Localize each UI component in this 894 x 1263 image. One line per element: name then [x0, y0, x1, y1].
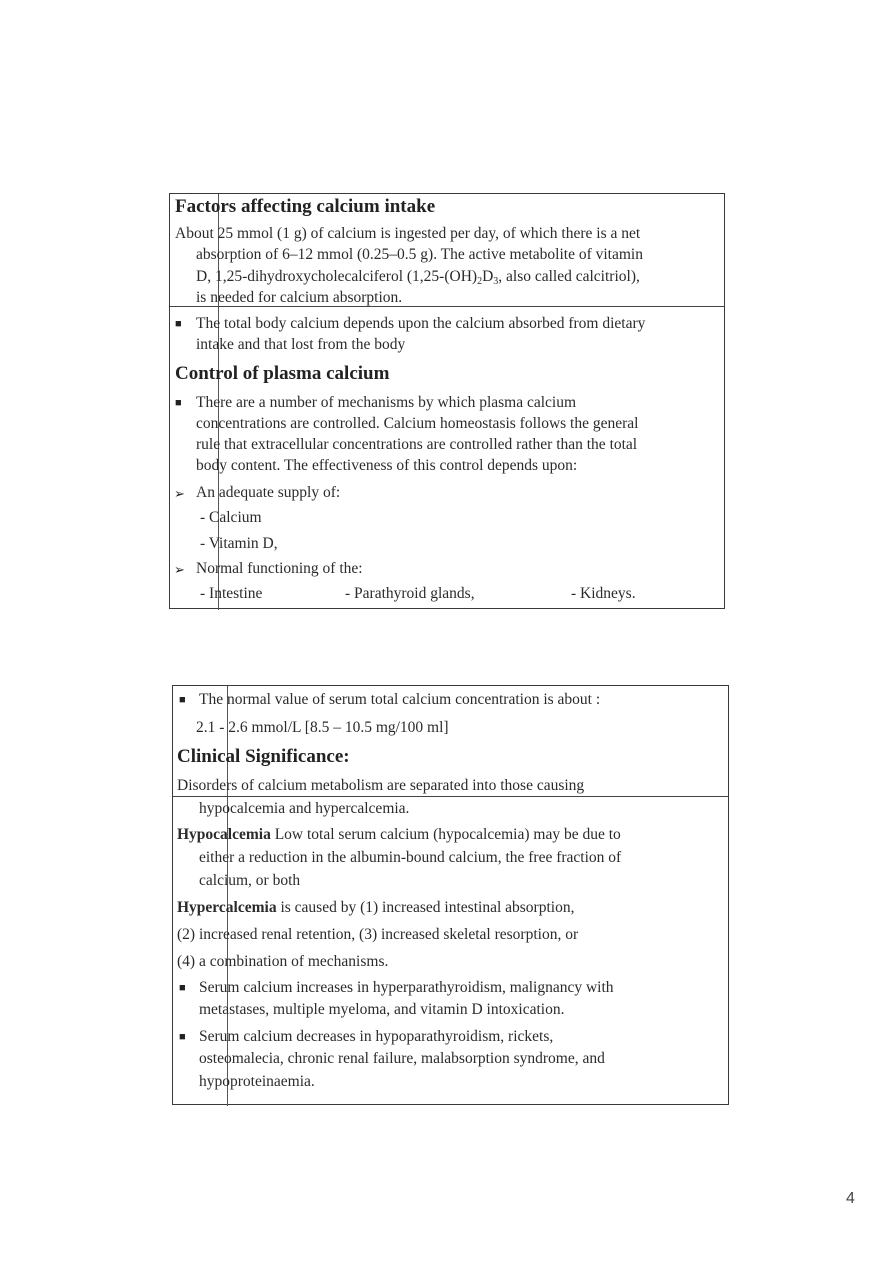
hypocalcemia-line-1-text: Low total serum calcium (hypocalcemia) may be due to	[270, 826, 621, 843]
bullet2-line-1: There are a number of mechanisms by which plasma calcium	[196, 394, 577, 411]
bullet1-line-2: intake and that lost from the body	[196, 336, 406, 353]
subscript-3: 3	[493, 276, 499, 287]
section-divider	[170, 306, 724, 307]
hypocalcemia-line-3: calcium, or both	[199, 872, 301, 889]
hypocalcemia-line-2: either a reduction in the albumin-bound calcium, the free fraction of	[199, 849, 622, 866]
bullet-marker: ■	[175, 318, 182, 330]
bullet-marker: ■	[175, 397, 182, 409]
slide-factors-calcium-intake	[169, 193, 725, 609]
subscript-2: 2	[477, 276, 483, 287]
hypercalcemia-line-1-text: is caused by (1) increased intestinal absorption,	[276, 899, 575, 916]
hypercalcemia-line-1	[177, 897, 574, 918]
page-number: 4	[846, 1190, 855, 1207]
hypercalcemia-line-3: (4) a combination of mechanisms.	[177, 953, 389, 970]
intro-line-2: absorption of 6–12 mmol (0.25–0.5 g). The active metabolite of vitamin	[196, 246, 643, 263]
bullet2-line-2: concentrations are controlled. Calcium homeostasis follows the general	[196, 415, 639, 432]
bullet2-line-4: body content. The effectiveness of this control depends upon:	[196, 457, 578, 474]
bullet-marker: ■	[179, 1031, 186, 1043]
hypocalcemia-line-1	[177, 824, 621, 845]
intro-line-3-text-end: , also called calcitriol),	[498, 268, 640, 285]
bullet1-line-1: The total body calcium depends upon the calcium absorbed from dietary	[196, 315, 646, 332]
intro-line-4: is needed for calcium absorption.	[196, 289, 403, 306]
decreases-line-3: hypoproteinaemia.	[199, 1073, 315, 1090]
increases-line-2: metastases, multiple myeloma, and vitamin D intoxication.	[199, 1001, 565, 1018]
slide-clinical-significance	[172, 685, 729, 1105]
arrow-marker: ➢	[174, 486, 185, 501]
increases-line-1: Serum calcium increases in hyperparathyroidism, malignancy with	[199, 979, 614, 996]
hypercalcemia-line-2: (2) increased renal retention, (3) increased skeletal resorption, or	[177, 926, 579, 943]
intro-line-3-text: D, 1,25-dihydroxycholecalciferol (1,25-(OH)	[196, 268, 478, 285]
decreases-line-1: Serum calcium decreases in hypoparathyroidism, rickets,	[199, 1028, 554, 1045]
supply-item-calcium: - Calcium	[200, 509, 262, 526]
section-divider	[173, 796, 728, 797]
functioning-item-kidneys: - Kidneys.	[571, 585, 636, 602]
bullet2-line-3: rule that extracellular concentrations are controlled rather than the total	[196, 436, 638, 453]
arrow-adequate-supply: An adequate supply of:	[196, 484, 341, 501]
disorders-line-1: Disorders of calcium metabolism are separated into those causing	[177, 777, 585, 794]
arrow-normal-functioning: Normal functioning of the:	[196, 560, 363, 577]
heading-factors-calcium-intake: Factors affecting calcium intake	[175, 196, 436, 217]
decreases-line-2: osteomalecia, chronic renal failure, malabsorption syndrome, and	[199, 1050, 605, 1067]
bullet-marker: ■	[179, 982, 186, 994]
normal-value-line-1: The normal value of serum total calcium concentration is about :	[199, 691, 601, 708]
supply-item-vitamin-d: - Vitamin D,	[200, 535, 278, 552]
heading-control-plasma-calcium: Control of plasma calcium	[175, 363, 390, 384]
normal-value-line-2: 2.1 - 2.6 mmol/L [8.5 – 10.5 mg/100 ml]	[196, 719, 449, 736]
intro-line-3-text-d: D	[482, 268, 494, 285]
hypocalcemia-term: Hypocalcemia	[177, 826, 271, 843]
arrow-marker: ➢	[174, 562, 185, 577]
heading-clinical-significance: Clinical Significance:	[177, 746, 350, 767]
intro-line-1: About 25 mmol (1 g) of calcium is ingested per day, of which there is a net	[175, 225, 641, 242]
disorders-line-2: hypocalcemia and hypercalcemia.	[199, 800, 410, 817]
hypercalcemia-term: Hypercalcemia	[177, 899, 277, 916]
bullet-marker: ■	[179, 694, 186, 706]
functioning-item-parathyroid: - Parathyroid glands,	[345, 585, 475, 602]
functioning-item-intestine: - Intestine	[200, 585, 263, 602]
